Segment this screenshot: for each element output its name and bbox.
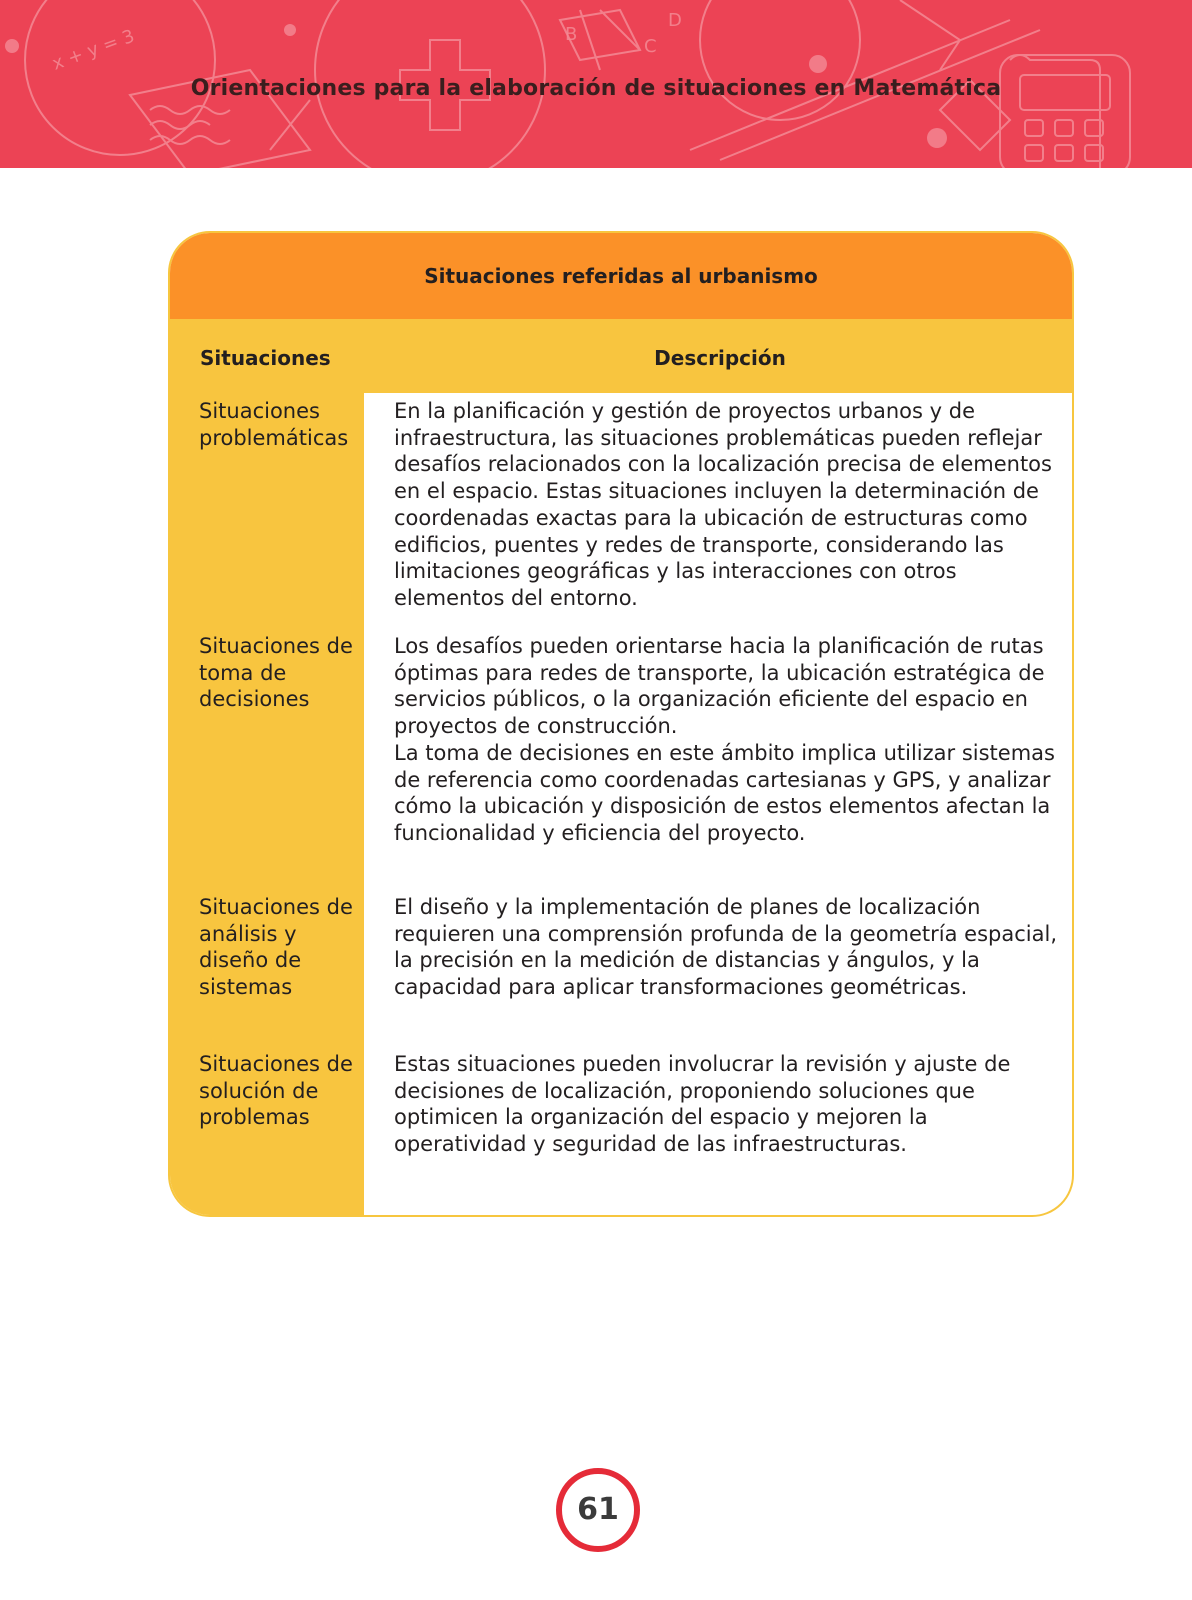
situation-name: Situaciones de solución de problemas [199, 1052, 353, 1130]
situation-name: Situaciones de análisis y diseño de sistemas [199, 895, 353, 1000]
table-column-headers [170, 319, 1072, 393]
letter-doodle-d: D [668, 10, 682, 31]
column-header-situaciones: Situaciones [200, 346, 331, 370]
page-header-title: Orientaciones para la elaboración de situaciones en Matemática [190, 76, 1002, 101]
situation-description: Estas situaciones pueden involucrar la revisión y ajuste de decisiones de localización, proponiendo soluciones que optimicen la organización del espacio y mejoren la operatividad y seguridad de las infraestructuras. [394, 1052, 1011, 1157]
page-number-badge: 61 [556, 1468, 640, 1552]
situation-name: Situaciones de toma de decisiones [199, 634, 353, 712]
situation-description: El diseño y la implementación de planes de localización requieren una comprensión profunda de la geometría espacial, la precisión en la medición de distancias y ángulos, y la capacidad para aplicar transformaciones geométricas. [394, 895, 1057, 1000]
letter-doodle-b: B [565, 24, 578, 45]
letter-doodle-c: C [644, 36, 657, 57]
situation-description: Los desafíos pueden orientarse hacia la planificación de rutas óptimas para redes de transporte, la ubicación estratégica de servicios públicos, o la organización eficiente del espacio en proyectos de construcción. La toma de decisiones en este ámbito implica utilizar sistemas de referencia como coordenadas cartesianas y GPS, y analizar cómo la ubicación y disposición de estos elementos afectan la funcionalidad y eficiencia del proyecto. [394, 634, 1055, 845]
urbanism-situations-table [168, 231, 1074, 1217]
situation-description: En la planificación y gestión de proyectos urbanos y de infraestructura, las situaciones problemáticas pueden reflejar desafíos relacionados con la localización precisa de elementos en el espacio. Estas situaciones incluyen la determinación de coordenadas exactas para la ubicación de estructuras como edificios, puentes y redes de transporte, considerando las limitaciones geográficas y las interacciones con otros elementos del entorno. [394, 399, 1052, 610]
header-banner [0, 0, 1192, 168]
column-header-descripcion: Descripción [654, 346, 786, 370]
situation-name: Situaciones problemáticas [199, 399, 349, 450]
equation-doodle: x + y = 3 [49, 25, 138, 75]
table-title: Situaciones referidas al urbanismo [170, 233, 1072, 319]
